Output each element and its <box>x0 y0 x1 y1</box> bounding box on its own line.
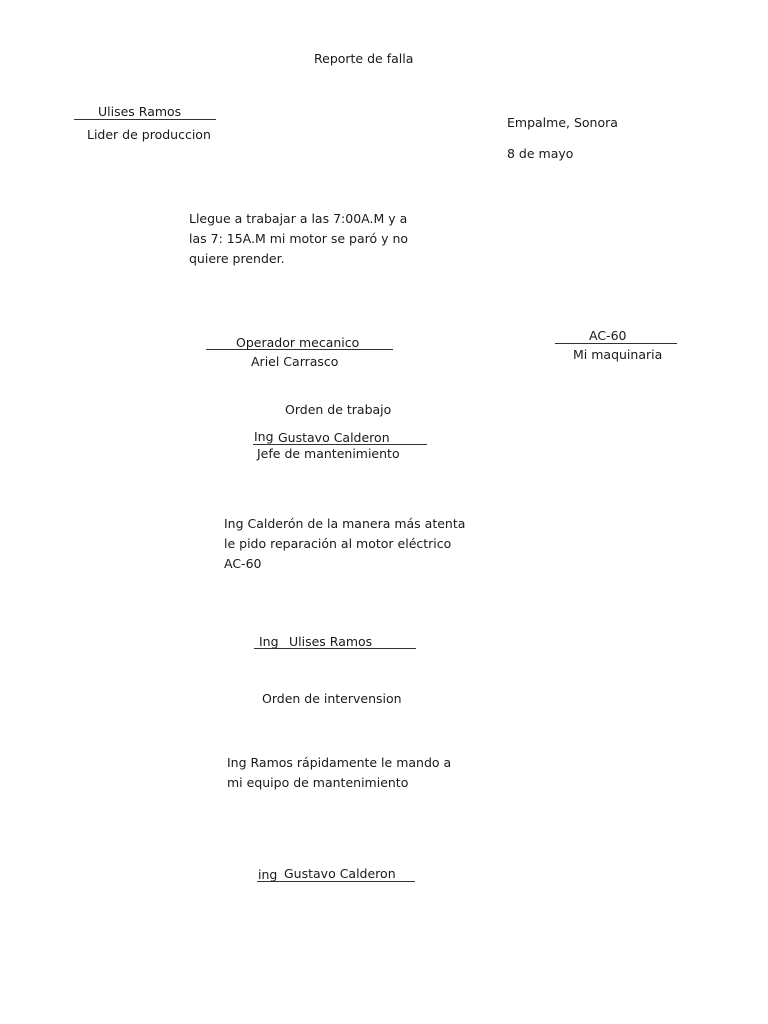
work-order-line: AC-60 <box>224 556 262 571</box>
report-line: las 7: 15A.M mi motor se paró y no <box>189 231 409 246</box>
intervention-title: Orden de intervension <box>262 691 402 706</box>
work-order-signer-name: Ulises Ramos <box>289 634 373 649</box>
work-order-signer-prefix: Ing <box>259 634 279 649</box>
work-order-line: le pido reparación al motor eléctrico <box>224 536 452 551</box>
place: Empalme, Sonora <box>507 115 618 130</box>
sender-role: Lider de produccion <box>87 127 211 142</box>
intervention-signer-name: Gustavo Calderon <box>284 866 396 881</box>
operator-role: Operador mecanico <box>236 335 360 350</box>
intervention-paragraph <box>227 753 451 793</box>
operator-name: Ariel Carrasco <box>251 354 339 369</box>
intervention-signer-prefix: ing <box>258 867 278 882</box>
report-line: quiere prender. <box>189 251 285 266</box>
work-order-recipient-prefix: Ing <box>254 429 274 444</box>
page-title: Reporte de falla <box>314 51 414 66</box>
date: 8 de mayo <box>507 146 574 161</box>
report-line: Llegue a trabajar a las 7:00A.M y a <box>189 211 408 226</box>
sender-name: Ulises Ramos <box>98 104 182 119</box>
machine-id: AC-60 <box>589 328 627 343</box>
work-order-paragraph <box>224 514 465 574</box>
work-order-title: Orden de trabajo <box>285 402 392 417</box>
intervention-line: mi equipo de mantenimiento <box>227 775 409 790</box>
machine-label: Mi maquinaria <box>573 347 663 362</box>
report-paragraph <box>189 209 408 269</box>
work-order-recipient-name: Gustavo Calderon <box>278 430 390 445</box>
intervention-line: Ing Ramos rápidamente le mando a <box>227 755 452 770</box>
work-order-recipient-role: Jefe de mantenimiento <box>257 446 400 461</box>
work-order-line: Ing Calderón de la manera más atenta <box>224 516 466 531</box>
